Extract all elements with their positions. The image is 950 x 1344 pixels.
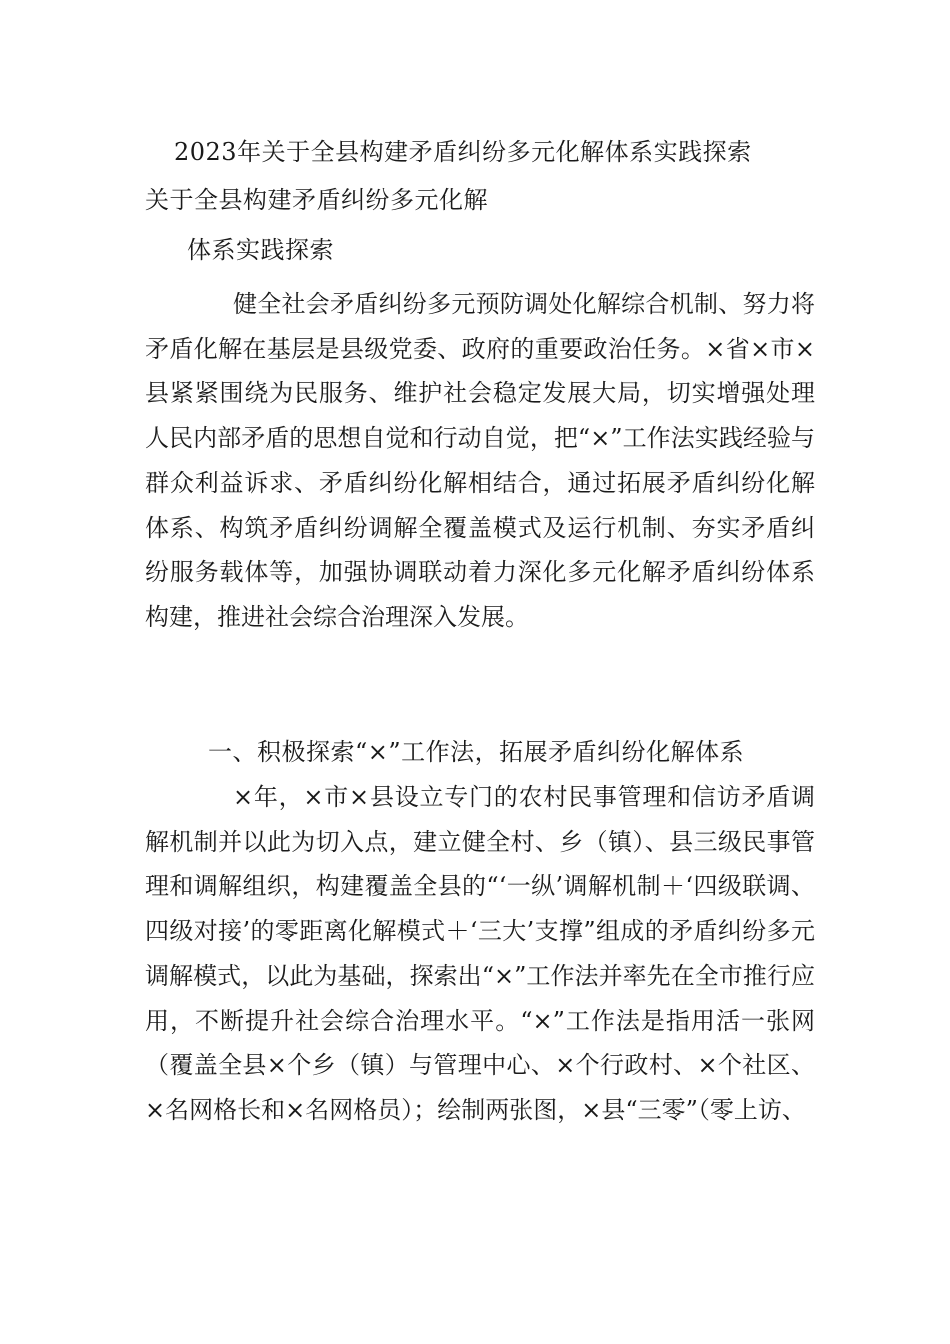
section-heading-1: 一、积极探索“×”工作法，拓展矛盾纠纷化解体系	[208, 738, 745, 766]
document-subtitle-line-2: 体系实践探索	[187, 236, 334, 264]
document-title: 2023年关于全县构建矛盾纠纷多元化解体系实践探索	[174, 138, 752, 166]
document-subtitle-line-1: 关于全县构建矛盾纠纷多元化解	[145, 186, 488, 214]
paragraph-section-1: ×年，×市×县设立专门的农村民事管理和信访矛盾调解机制并以此为切入点，建立健全村、乡（镇）、县三级民事管理和调解组织，构建覆盖全县的“‘一纵’调解机制＋‘四级联调、四级对接’的零距离化解模式＋‘三大’支撑”组成的矛盾纠纷多元调解模式，以此为基础，探索出“×”工作法并率先在全市推行应用，不断提升社会综合治理水平。“×”工作法是指用活一张网（覆盖全县×个乡（镇）与管理中心、×个行政村、×个社区、×名网格长和×名网格员）；绘制两张图，×县“三零”（零上访、	[145, 783, 815, 1124]
paragraph-intro: 健全社会矛盾纠纷多元预防调处化解综合机制、努力将矛盾化解在基层是县级党委、政府的重要政治任务。×省×市×县紧紧围绕为民服务、维护社会稳定发展大局，切实增强处理人民内部矛盾的思想自觉和行动自觉，把“×”工作法实践经验与群众利益诉求、矛盾纠纷化解相结合，通过拓展矛盾纠纷化解体系、构筑矛盾纠纷调解全覆盖模式及运行机制、夯实矛盾纠纷服务载体等，加强协调联动着力深化多元化解矛盾纠纷体系构建，推进社会综合治理深入发展。	[145, 290, 815, 631]
